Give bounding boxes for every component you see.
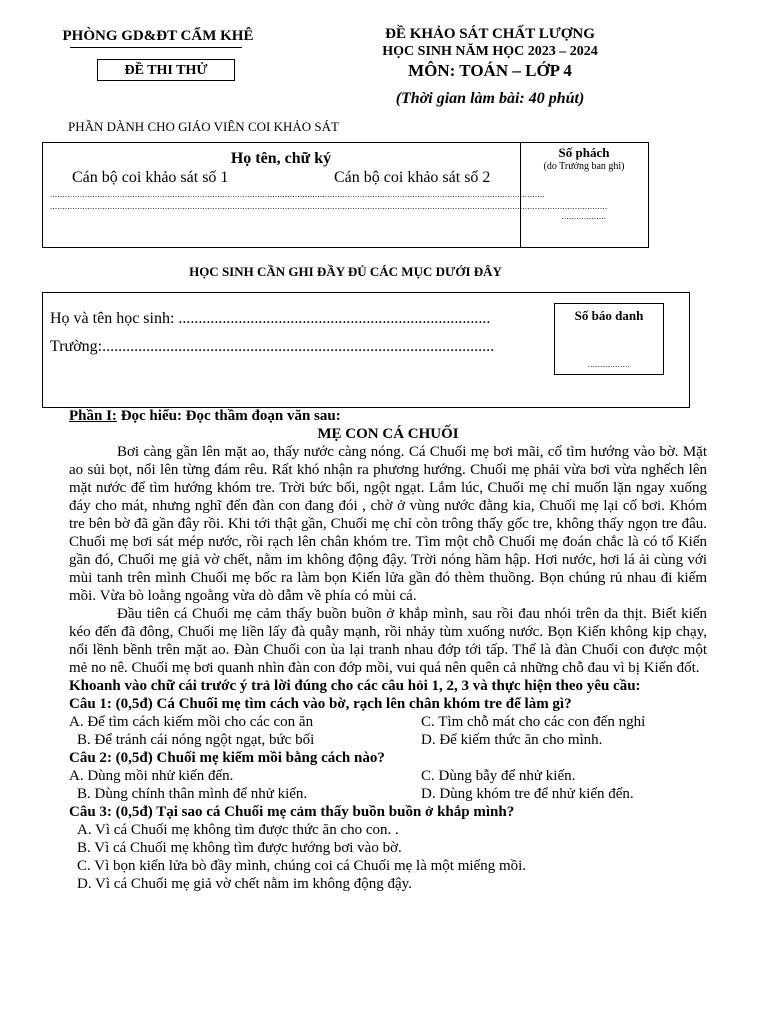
question-2-options-row-2 <box>69 785 707 803</box>
question-2-options-row-1 <box>69 767 707 785</box>
proctor-extra-line[interactable]: ............................................................................................................................................................................................................................... <box>50 202 608 211</box>
question-1-options-row-2 <box>69 731 707 749</box>
question-2-label <box>69 749 707 767</box>
exam-year: HỌC SINH NĂM HỌC 2023 – 2024 <box>382 44 598 59</box>
story-paragraph-1: Bơi càng gần lên mặt ao, thấy nước càng nóng. Cá Chuối mẹ bơi mãi, cố tìm hướng vào bờ. Mặt ao sủi bọt, nổi lên từng đám rêu. Rất khó nhận ra phương hướng. Chuối mẹ phải vừa bơi vừa nghếch lên mặt nước để tìm hướng khóm tre. Trời bức bối, ngột ngạt. Lắm lúc, Chuối mẹ chỉ muốn lặn ngay xuống đáy cho mát, nhưng nghĩ đến đàn con đang đói , chờ ở vùng nước đằng kia, Chuối mẹ lại cố bơi. Khóm tre bên bờ đã gần đây rồi. Khi tới thật gần, Chuối mẹ chỉ còn trông thấy gốc tre, không thấy ngọn tre đâu. Chuối mẹ bơi sát mép nước, rồi rạch lên chân khóm tre. Tìm một chỗ Chuối mẹ đoán chắc là có tổ Kiến gần đó, Chuối mẹ giả vờ chết, nằm im không động đậy. Trời nóng hầm hập. Hơi nước, hơi lá ải cùng với mùi tanh trên mình Chuối mẹ bốc ra làm bọn Kiến lửa gần đó thèm thuồng. Bọn chúng rủ nhau đi kiếm mồi. Vừa bò loằng ngoằng vừa dò dẫm về phía có mùi cá. <box>69 444 707 604</box>
part-1-label: Phần I: <box>69 408 117 424</box>
candidate-number-field[interactable]: ................. <box>587 360 631 369</box>
question-2-option-c[interactable]: C. Dùng bẫy để nhử kiến. <box>421 768 576 784</box>
question-2-option-d[interactable]: D. Dùng khóm tre để nhử kiến đến. <box>421 786 634 802</box>
school-field[interactable]: Trường:.................................................................................................. <box>50 338 495 355</box>
question-2-option-a[interactable]: A. Dùng mồi nhử kiến đến. <box>69 768 234 784</box>
question-2-prefix: Câu 2 <box>69 750 107 766</box>
question-3-option-c[interactable]: C. Vì bọn kiến lửa bò đầy mình, chúng coi cá Chuối mẹ là một miếng mồi. <box>77 858 527 874</box>
part-1-instruction: Đọc hiểu: Đọc thầm đoạn văn sau: <box>116 408 341 424</box>
proctor-2-signature-line[interactable]: .............................................................................................................. <box>270 190 545 199</box>
proctor-1-signature-line[interactable]: .............................................................................................................. <box>50 190 325 199</box>
department-name: PHÒNG GD&ĐT CẨM KHÊ <box>62 28 254 44</box>
question-2-text: : (0,5đ) Chuối mẹ kiếm mồi bằng cách nào? <box>106 750 385 766</box>
exam-subject: MÔN: TOÁN – LỚP 4 <box>408 61 572 80</box>
question-3-label: Câu 3: (0,5đ) Tại sao cá Chuối mẹ cảm thấy buồn buồn ở khắp mình? <box>69 804 515 820</box>
question-1-option-c[interactable]: C. Tìm chỗ mát cho các con đến nghỉ <box>421 714 646 730</box>
proctor-section-heading: PHẦN DÀNH CHO GIÁO VIÊN COI KHẢO SÁT <box>68 119 339 134</box>
trial-exam-label: ĐỀ THI THỬ <box>97 59 235 81</box>
question-3-option-a[interactable]: A. Vì cá Chuối mẹ không tìm được thức ăn cho con. . <box>77 822 399 838</box>
question-1-option-a[interactable]: A. Để tìm cách kiếm mồi cho các con ăn <box>69 714 314 730</box>
question-1-options-row-1 <box>69 713 707 731</box>
question-1-label: Câu 1: (0,5đ) Cá Chuối mẹ tìm cách vào bờ, rạch lên chân khóm tre để làm gì? <box>69 696 572 712</box>
proctor-2-label: Cán bộ coi khảo sát số 2 <box>334 169 491 186</box>
exam-title: ĐỀ KHẢO SÁT CHẤT LƯỢNG <box>385 26 595 42</box>
department-underline <box>70 47 242 48</box>
proctor-1-label: Cán bộ coi khảo sát số 1 <box>72 169 229 186</box>
candidate-number-label: Số báo danh <box>574 308 644 323</box>
question-1-option-b[interactable]: B. Để tránh cái nóng ngột ngạt, bức bối <box>77 732 315 748</box>
student-name-field[interactable]: Họ và tên học sinh: .............................................................................. <box>50 310 491 327</box>
serial-number-label: Số phách <box>558 145 610 160</box>
exam-content <box>69 407 707 893</box>
serial-number-field[interactable]: .................. <box>561 212 607 221</box>
proctor-signature-title: Họ tên, chữ ký <box>230 150 332 167</box>
serial-number-note: (do Trưởng ban ghi) <box>543 161 625 172</box>
story-paragraph-2: Đầu tiên cá Chuối mẹ cảm thấy buồn buồn ở khắp mình, sau rồi đau nhói trên da thịt. Biết kiến kéo đến đã đông, Chuối mẹ liền lấy đà quẫy mạnh, rồi nhảy tùm xuống nước. Bọn Kiến không kịp chạy, nổi lềnh bềnh trên mặt ao. Đàn Chuối con ùa lại tranh nhau đớp tới tấp. Thế là đàn Chuối con được một mẻ no nê. Chuối mẹ bơi quanh nhìn đàn con đớp mồi, vui quá nên quên cả những chỗ đau vì bị Kiến đốt. <box>69 606 707 676</box>
part-1-heading <box>69 407 707 425</box>
question-2-option-b[interactable]: B. Dùng chính thân mình để nhử kiến. <box>77 786 308 802</box>
exam-duration: (Thời gian làm bài: 40 phút) <box>395 90 585 107</box>
question-3-option-d[interactable]: D. Vì cá Chuối mẹ giả vờ chết nằm im không động đậy. <box>77 876 412 892</box>
question-3-option-b[interactable]: B. Vì cá Chuối mẹ không tìm được hướng bơi vào bờ. <box>77 840 402 856</box>
story-title: MẸ CON CÁ CHUỐI <box>317 426 459 442</box>
question-instruction: Khoanh vào chữ cái trước ý trả lời đúng cho các câu hỏi 1, 2, 3 và thực hiện theo yêu cầu: <box>69 678 641 694</box>
question-1-option-d[interactable]: D. Để kiếm thức ăn cho mình. <box>421 732 603 748</box>
student-instruction: HỌC SINH CẦN GHI ĐẦY ĐỦ CÁC MỤC DƯỚI ĐÂY <box>189 264 502 279</box>
